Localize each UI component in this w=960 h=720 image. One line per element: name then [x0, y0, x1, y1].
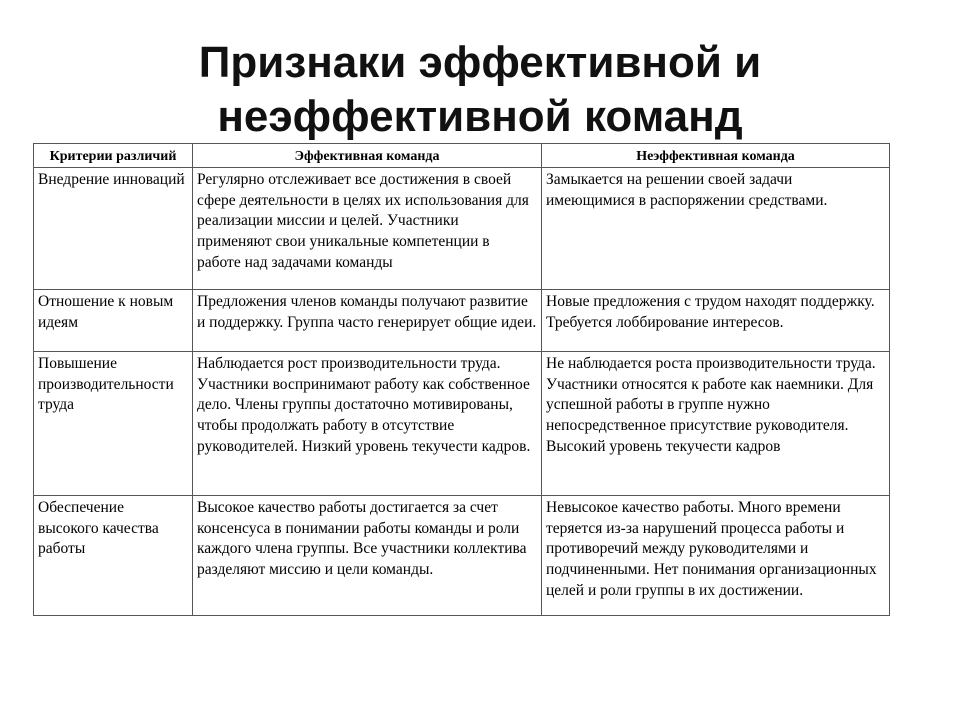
table-row [34, 290, 890, 352]
page-title-line-1: Признаки эффективной и [198, 38, 762, 87]
table-header [34, 144, 890, 168]
criterion-cell: Отношение к новым идеям [34, 290, 193, 352]
criterion-cell: Обеспечение высокого качества работы [34, 496, 193, 616]
ineffective-cell: Новые предложения с трудом находят поддержку. Требуется лоббирование интересов. [542, 290, 890, 352]
effective-cell: Наблюдается рост производительности труда. Участники воспринимают работу как собственное дело. Члены группы достаточно мотивированы, чтобы продолжать работу в отсутствие руководителей. Низкий уровень текучести кадров. [193, 352, 542, 496]
criterion-cell: Внедрение инноваций [34, 168, 193, 290]
header-effective: Эффективная команда [193, 144, 542, 168]
table-row [34, 168, 890, 290]
comparison-table [33, 143, 890, 616]
page-title-line-2: неэффективной команд [217, 92, 743, 141]
table-row [34, 352, 890, 496]
ineffective-cell: Не наблюдается роста производительности труда. Участники относятся к работе как наемники. Для успешной работы в группе нужно непосредственное присутствие руководителя. Высокий уровень текучести кадров [542, 352, 890, 496]
effective-cell: Регулярно отслеживает все достижения в своей сфере деятельности в целях их использования для реализации миссии и целей. Участники применяют свои уникальные компетенции в работе над задачами команды [193, 168, 542, 290]
ineffective-cell: Невысокое качество работы. Много времени теряется из-за нарушений процесса работы и противоречий между руководителями и подчиненными. Нет понимания организационных целей и роли группы в их достижении. [542, 496, 890, 616]
table-row [34, 496, 890, 616]
effective-cell: Высокое качество работы достигается за счет консенсуса в понимании работы команды и роли каждого члена группы. Все участники коллектива разделяют миссию и цели команды. [193, 496, 542, 616]
header-criteria: Критерии различий [34, 144, 193, 168]
ineffective-cell: Замыкается на решении своей задачи имеющимися в распоряжении средствами. [542, 168, 890, 290]
effective-cell: Предложения членов команды получают развитие и поддержку. Группа часто генерирует общие идеи. [193, 290, 542, 352]
table-body [34, 168, 890, 616]
table-header-row [34, 144, 890, 168]
criterion-cell: Повышение производительности труда [34, 352, 193, 496]
page-title [0, 36, 960, 144]
header-ineffective: Неэффективная команда [542, 144, 890, 168]
